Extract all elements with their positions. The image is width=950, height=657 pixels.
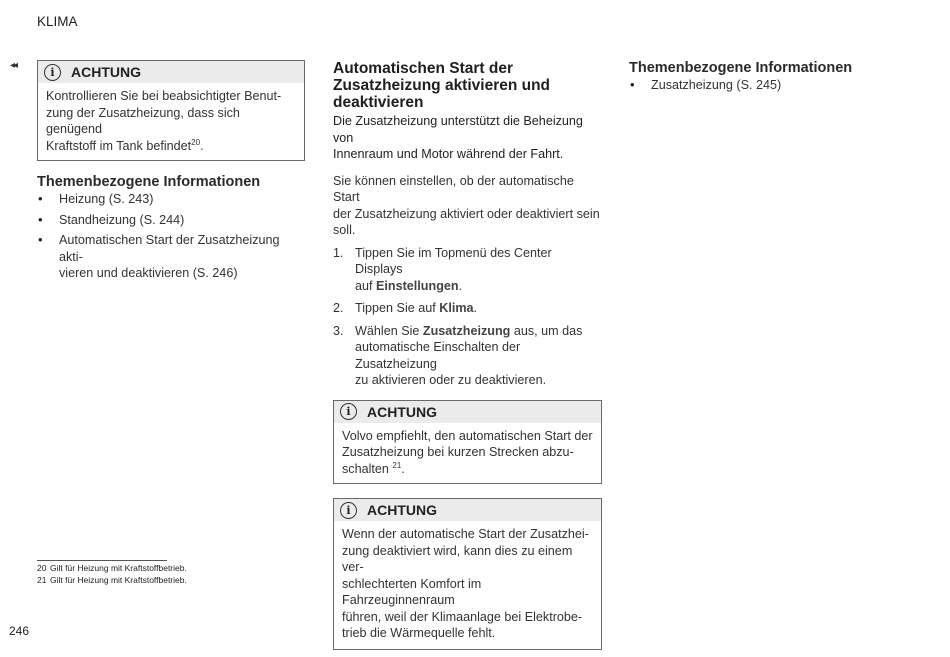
section-header: KLIMA: [37, 14, 78, 29]
info-icon: i: [340, 403, 357, 420]
step-item: 2. Tippen Sie auf Klima.: [333, 301, 478, 315]
related-link-heizung[interactable]: • Heizung (S. 243): [37, 191, 305, 208]
related-heading: Themenbezogene Informationen: [37, 174, 261, 190]
related-list: [629, 77, 909, 94]
body-paragraph: Sie können einstellen, ob der automatische Start der Zusatzheizung aktiviert oder deaktiviert sein soll.: [333, 173, 600, 237]
right-column: [629, 60, 909, 98]
footnote-divider: [37, 560, 167, 561]
info-icon: i: [44, 64, 61, 81]
intro-text: Die Zusatzheizung unterstützt die Beheizung von Innenraum und Motor während der Fahrt.: [333, 114, 583, 161]
warning-title: ACHTUNG: [367, 502, 437, 518]
footnote-ref[interactable]: 20: [191, 137, 201, 147]
related-link-standheizung[interactable]: • Standheizung (S. 244): [37, 212, 305, 229]
warning-header: [38, 61, 304, 83]
footnote: 20 Gilt für Heizung mit Kraftstoffbetrieb.: [37, 563, 187, 573]
warning-text: Volvo empfiehlt, den automatischen Start der Zusatzheizung bei kurzen Strecken abzu- schalten $^{21}$.: [342, 428, 593, 476]
page-title: Automatischen Start der Zusatzheizung aktivieren und deaktivieren: [333, 60, 551, 111]
warning-line: Kraftstoff im Tank befindet$^{20}$.: [46, 137, 204, 153]
related-link-auto-start[interactable]: • Automatischen Start der Zusatzheizung akti- vieren und deaktivieren (S. 246): [37, 232, 305, 282]
warning-text: Wenn der automatische Start der Zusatzhei- zung deaktiviert wird, kann dies zu einem ver- schlechterten Komfort im Fahrzeuginnenraum führen, weil der Klimaanlage bei Elektrobe- trieb die Wärmequelle fehlt.: [342, 527, 589, 640]
page-number: 246: [9, 624, 30, 638]
related-list: [37, 191, 305, 282]
footnotes: [37, 563, 187, 586]
middle-column: [333, 60, 602, 650]
warning-box: [37, 60, 305, 161]
warning-header: [334, 499, 601, 521]
step-list: [333, 245, 602, 389]
warning-title: ACHTUNG: [71, 64, 141, 80]
info-icon: i: [340, 502, 357, 519]
warning-header: [334, 401, 601, 423]
step-item: 1. Tippen Sie im Topmenü des Center Displays auf Einstellungen.: [333, 245, 552, 293]
warning-line: zung der Zusatzheizung, dass sich genügend: [46, 105, 240, 136]
related-heading: Themenbezogene Informationen: [629, 60, 853, 76]
step-item: 3. Wählen Sie Zusatzheizung aus, um das automatische Einschalten der Zusatzheizung zu aktivieren oder zu deaktivieren.: [333, 323, 583, 387]
related-link-zusatzheizung[interactable]: • Zusatzheizung (S. 245): [629, 77, 909, 94]
warning-text: [38, 83, 304, 160]
warning-box: [333, 498, 602, 650]
left-column: [37, 60, 305, 286]
warning-box: [333, 400, 602, 485]
footnote-ref[interactable]: 21: [392, 460, 402, 470]
back-arrows-icon[interactable]: ◂◂: [10, 60, 17, 71]
warning-title: ACHTUNG: [367, 403, 437, 420]
footnote: 21 Gilt für Heizung mit Kraftstoffbetrieb.: [37, 574, 187, 585]
warning-line: Kontrollieren Sie bei beabsichtigter Benut-: [46, 89, 282, 103]
